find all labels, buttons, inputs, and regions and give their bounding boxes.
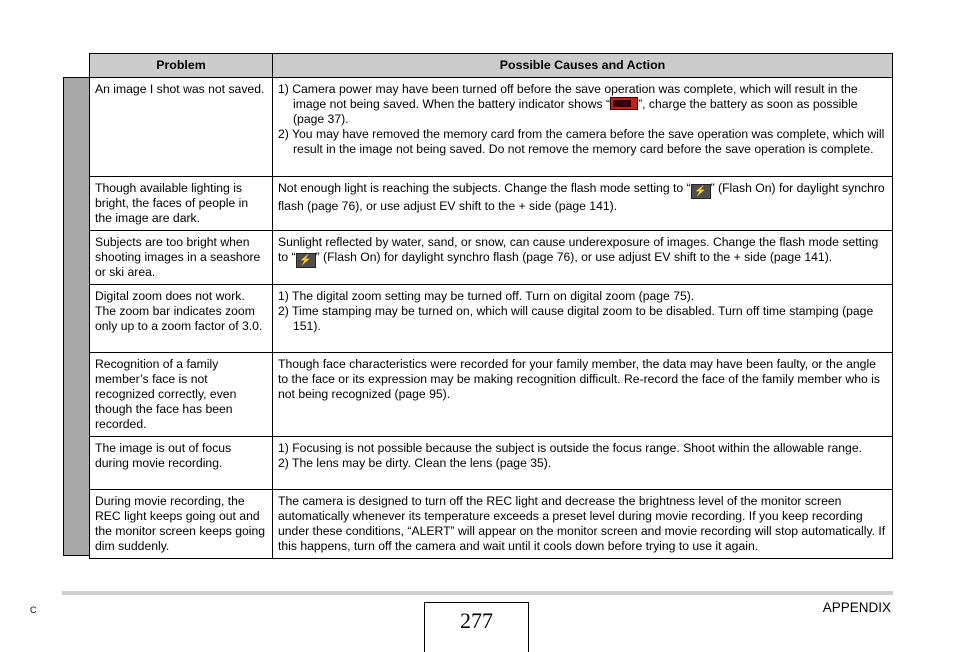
header-problem: Problem <box>90 54 273 78</box>
problem-cell: Recognition of a family member’s face is not recognized correctly, even though the face has been recorded. <box>90 353 273 437</box>
causes-cell <box>273 177 893 231</box>
causes-list <box>278 289 887 334</box>
troubleshooting-table <box>89 53 893 559</box>
header-causes: Possible Causes and Action <box>273 54 893 78</box>
cause-item <box>278 82 887 127</box>
problem-cell: Though available lighting is bright, the faces of people in the image are dark. <box>90 177 273 231</box>
cause-item: 2) The lens may be dirty. Clean the lens (page 35). <box>278 456 552 470</box>
problem-cell: The image is out of focus during movie recording. <box>90 437 273 490</box>
cause-item: 2) Time stamping may be turned on, which will cause digital zoom to be disabled. Turn off time stamping (page 151). <box>278 304 874 333</box>
section-tab-bar <box>63 77 90 556</box>
cause-text: ” (Flash On) for daylight synchro flash (page 76), or use adjust EV shift to the + side (page 141). <box>315 250 833 264</box>
causes-cell: Though face characteristics were recorded for your family member, the data may have been faulty, or the angle to the face or its expression may be making recognition difficult. Re-record the face of the family member who is not being recognized (page 95). <box>273 353 893 437</box>
cause-text: 2) You may have removed the memory card from the camera before the save operation was complete, which will result in the image not being saved. Do not remove the memory card before the save operation is complete. <box>278 127 885 156</box>
causes-cell: The camera is designed to turn off the REC light and decrease the brightness level of the monitor screen automatically whenever its temperature exceeds a preset level during movie recording. If you keep recording under these conditions, “ALERT” will appear on the monitor screen and movie recording will stop automatically. If this happens, turn off the camera and wait until it cools down before trying to use it again. <box>273 490 893 559</box>
battery-low-icon <box>610 97 638 110</box>
causes-list <box>278 441 887 471</box>
table-row <box>90 353 893 437</box>
causes-cell <box>273 231 893 285</box>
page-number: 277 <box>424 602 529 652</box>
table-row <box>90 78 893 177</box>
causes-list <box>278 82 887 157</box>
table-row <box>90 490 893 559</box>
problem-cell: During movie recording, the REC light keeps going out and the monitor screen keeps going dim suddenly. <box>90 490 273 559</box>
table-row <box>90 437 893 490</box>
cause-item: 1) The digital zoom setting may be turned off. Turn on digital zoom (page 75). <box>278 289 695 303</box>
flash-on-icon: ⚡ <box>296 253 316 268</box>
problem-cell: Digital zoom does not work. The zoom bar indicates zoom only up to a zoom factor of 3.0. <box>90 285 273 353</box>
table-row <box>90 231 893 285</box>
causes-cell <box>273 285 893 353</box>
table-row <box>90 177 893 231</box>
table-row <box>90 285 893 353</box>
cause-text: Sunlight reflected by water, sand, or snow, can cause underexposure of images. Change the flash mode setting to “ <box>278 235 879 264</box>
problem-cell: An image I shot was not saved. <box>90 78 273 177</box>
cause-text: ” (Flash On) for daylight synchro flash (page 76), or use adjust EV shift to the + side (page 141). <box>278 181 885 213</box>
causes-cell <box>273 78 893 177</box>
footer-divider <box>62 591 893 595</box>
causes-cell <box>273 437 893 490</box>
corner-mark: C <box>30 605 37 615</box>
cause-text: Not enough light is reaching the subjects. Change the flash mode setting to “ <box>278 181 691 195</box>
cause-text: ”, charge the battery as soon as possible (page 37). <box>293 97 858 126</box>
problem-cell: Subjects are too bright when shooting images in a seashore or ski area. <box>90 231 273 285</box>
cause-item: 1) Focusing is not possible because the subject is outside the focus range. Shoot within the allowable range. <box>278 441 863 455</box>
table-header-row <box>90 54 893 78</box>
section-label: APPENDIX <box>822 600 891 615</box>
flash-on-icon: ⚡ <box>691 184 711 199</box>
cause-item <box>278 127 887 157</box>
cause-text: 1) Camera power may have been turned off before the save operation was complete, which will result in the image not being saved. When the battery indicator shows “ <box>278 82 858 111</box>
